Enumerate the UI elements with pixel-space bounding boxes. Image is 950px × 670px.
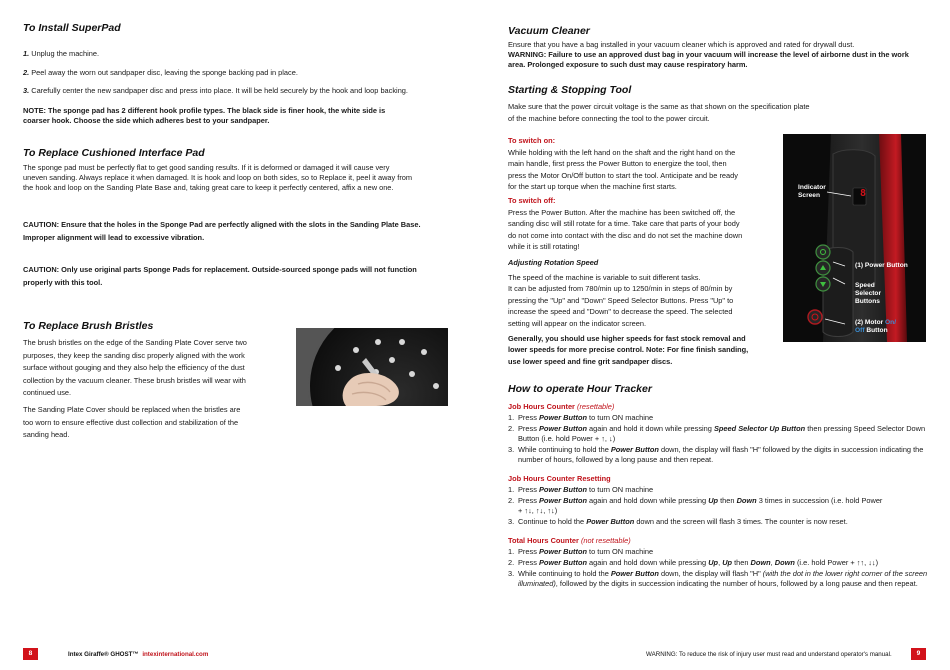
list-text-segment: Continue to hold the: [518, 517, 587, 526]
indicator-display-digit: 8: [860, 188, 867, 199]
brush-paragraph: The brush bristles on the edge of the Sanding Plate Cover serve two purposes, they keep the sanding disc properly aligned with the work surface without gouging and they also help the efficiency of the dust collection by the vacuum cleaner. These brush bristles will wear with continued use.: [23, 338, 247, 398]
control-panel-photo: [783, 134, 926, 342]
cushion-paragraph: The sponge pad must be perfectly flat to get good sanding results. If it is deformed or damaged it will cause very uneven sanding. Always replace it when damaged. It is hook and loop on both sides, so to Replace it, peel it away from the hook and loop on the Sanding Plate Base and, taking great care to keep it perfectly centered, affix a new one.: [23, 163, 413, 193]
list-text-segment: , followed by the digits in succession indicating the number of hours, followed by a long pause and then repeat.: [555, 579, 918, 588]
list-text-segment: Press: [518, 485, 539, 494]
emphasis-text: Power Button: [610, 569, 659, 578]
list-text-segment: again and hold it down while pressing: [587, 424, 714, 433]
list-text-segment: ,: [770, 558, 775, 567]
list-number: 3.: [508, 569, 515, 578]
emphasis-text: Power Button: [538, 547, 587, 556]
emphasis-text: Power Button: [538, 558, 587, 567]
list-item: [508, 424, 930, 444]
list-text-segment: While continuing to hold the: [518, 569, 611, 578]
footer-url[interactable]: intexinternational.com: [142, 651, 209, 658]
list-text-segment: While continuing to hold the: [518, 445, 611, 454]
vacuum-paragraph: Ensure that you have a bag installed in your vacuum cleaner which is approved and rated for drywall dust. WARNING: Failure to use an approved dust bag in your vacuum will increase the level of airborne dust in the work area. Prolonged exposure to such dust may cause respiratory harm.: [508, 40, 909, 70]
sanding-plate-photo: [296, 328, 448, 406]
install-title: To Install SuperPad: [23, 22, 121, 34]
list-number: 3.: [508, 517, 515, 526]
job-reset-steps: [508, 485, 888, 528]
caution-alignment: CAUTION: Ensure that the holes in the Sponge Pad are perfectly aligned with the slots in the Sanding Plate Base. Improper alignment will lead to excessive vibration.: [23, 220, 421, 242]
list-text-segment: down, the display will flash "H": [658, 569, 763, 578]
list-text: [518, 413, 653, 423]
list-number: 1.: [508, 485, 515, 494]
list-text: [518, 569, 930, 589]
hour-tracker-title: How to operate Hour Tracker: [508, 383, 652, 395]
total-hours-steps: [508, 547, 930, 590]
list-text: [518, 558, 878, 568]
list-text-segment: then: [732, 558, 751, 567]
list-text-segment: to turn ON machine: [587, 413, 654, 422]
list-text-segment: Press: [518, 413, 539, 422]
motor-button-label: (2) Motor On/ Off Button: [855, 319, 897, 334]
footer-brand: Intex Giraffe® GHOST™ intexinternational.com: [68, 651, 209, 658]
list-item: 2. Peel away the worn out sandpaper disc, leaving the sponge backing pad in place.: [23, 67, 298, 77]
list-number: 2.: [508, 496, 515, 505]
list-item: 3. Carefully center the new sandpaper disc and press into place. It will be held securely by the hook and loop backing.: [23, 86, 408, 95]
list-item: [508, 547, 930, 557]
list-text: [518, 496, 888, 516]
emphasis-text: Power Button: [538, 496, 587, 505]
list-text-segment: Press: [518, 558, 539, 567]
caution-original-parts: CAUTION: Only use original parts Sponge Pads for replacement. Outside-sourced sponge pads will not function properly with this tool.: [23, 265, 417, 287]
list-text: [518, 445, 930, 465]
list-text: [518, 424, 930, 444]
install-steps: [23, 49, 453, 96]
list-item: [508, 569, 930, 589]
list-text-segment: again and hold down while pressing: [587, 496, 709, 505]
speed-tip: Generally, you should use higher speeds for fast stock removal and lower speeds for more precise control. Note: For fine finish sanding, use lower speed and fine grit sandpaper discs.: [508, 334, 749, 366]
speed-selector-label: Speed Selector Buttons: [855, 282, 882, 305]
indicator-screen-label: Indicator Screen: [798, 184, 826, 199]
install-note: NOTE: The sponge pad has 2 different hook profile types. The black side is finer hook, the white side is coarser hook. Choose the side which adheres best to your sandpaper.: [23, 106, 386, 126]
list-text-segment: (i.e. hold Power + ↑↑, ↓↓): [794, 558, 879, 567]
list-text: [518, 547, 653, 557]
page-number: 9: [911, 648, 926, 660]
emphasis-text: Up: [708, 558, 719, 567]
job-hours-steps: [508, 413, 930, 466]
list-text-segment: Press: [518, 496, 539, 505]
list-text-segment: Press: [518, 547, 539, 556]
list-text-segment: to turn ON machine: [587, 547, 654, 556]
list-text-segment: 3 times in succession (i.e. hold Power + ↑↓, ↑↓, ↑↓): [518, 496, 883, 515]
list-item: [508, 445, 930, 465]
emphasis-text: Up: [722, 558, 733, 567]
emphasis-text: Down: [736, 496, 757, 505]
emphasis-text: Down: [774, 558, 795, 567]
emphasis-text: Power Button: [610, 445, 659, 454]
emphasis-text: Power Button: [538, 413, 587, 422]
list-text: [518, 485, 653, 495]
switch-on-heading: To switch on:: [508, 136, 556, 145]
list-item: [508, 485, 888, 495]
list-number: 2.: [508, 558, 515, 567]
emphasis-text: Power Button: [586, 517, 635, 526]
list-item: [508, 496, 888, 516]
switch-on-paragraph: While holding with the left hand on the shaft and the right hand on the main handle, first press the Power Button to energize the tool, then press the Motor On/Off button to start the tool. Anticipate and be ready for the start up torque when the machine first starts.: [508, 148, 738, 192]
list-number: 1.: [508, 547, 515, 556]
emphasis-text: Power Button: [538, 424, 587, 433]
power-button-label: (1) Power Button: [855, 262, 908, 269]
list-item: [508, 413, 930, 423]
page-number: 8: [23, 648, 38, 660]
starting-paragraph: Make sure that the power circuit voltage is the same as that shown on the specification plate of the machine before connecting the tool to the power circuit.: [508, 102, 810, 123]
speed-heading: Adjusting Rotation Speed: [508, 258, 599, 267]
emphasis-text: Power Button: [538, 485, 587, 494]
brush-paragraph-2: The Sanding Plate Cover should be replaced when the bristles are too worn to ensure effective dust collection and stabilization of the sanding head.: [23, 405, 241, 440]
footer-warning: WARNING: To reduce the risk of injury user must read and understand operator's manual.: [646, 651, 892, 658]
list-number: 2.: [508, 424, 515, 433]
list-text-segment: ,: [718, 558, 723, 567]
total-hours-heading: Total Hours Counter (not resettable): [508, 536, 631, 545]
job-hours-heading: Job Hours Counter (resettable): [508, 402, 615, 411]
list-text-segment: then: [718, 496, 737, 505]
list-text: [518, 517, 848, 527]
starting-stopping-title: Starting & Stopping Tool: [508, 84, 632, 96]
list-text-segment: Press: [518, 424, 539, 433]
list-text-segment: again and hold down while pressing: [587, 558, 709, 567]
job-reset-heading: Job Hours Counter Resetting: [508, 474, 611, 483]
speed-paragraph: The speed of the machine is variable to suit different tasks. It can be adjusted from 780/min up to 1250/min in steps of 80/min by pressing the "Up" and "Down" Speed Selector Buttons. Press "Up" to increase the speed and "Down" to decrease the speed. The selected setting will appear on the indicator screen.: [508, 273, 734, 328]
cushion-title: To Replace Cushioned Interface Pad: [23, 147, 205, 159]
emphasis-text: Down: [750, 558, 771, 567]
list-number: 3.: [508, 445, 515, 454]
list-text-segment: then pressing Speed Selector Down Button (i.e. hold Power + ↑, ↓): [518, 424, 926, 443]
list-item: [508, 558, 930, 568]
emphasis-text: Up: [708, 496, 719, 505]
vacuum-title: Vacuum Cleaner: [508, 25, 590, 37]
list-text-segment: (with the dot in the lower right corner of the screen illuminated): [518, 569, 928, 588]
list-number: 1.: [508, 413, 515, 422]
list-text-segment: down and the screen will flash 3 times. The counter is now reset.: [634, 517, 848, 526]
brush-title: To Replace Brush Bristles: [23, 320, 154, 332]
list-item: 1. Unplug the machine.: [23, 49, 100, 58]
switch-off-paragraph: Press the Power Button. After the machine has been switched off, the sanding disc will still rotate for a time. Take care that parts of your body do not come into contact with the disc and do not set the machine down while it is still rotating!: [508, 208, 743, 252]
switch-off-heading: To switch off:: [508, 196, 556, 205]
sanding-plate-image: [296, 328, 448, 406]
list-text-segment: down, the display will flash "H" followed by the digits in succession indicating the number of hours, followed by a long pause and then repeat.: [518, 445, 924, 464]
control-panel-image: [783, 134, 926, 342]
emphasis-text: Speed Selector Up Button: [713, 424, 806, 433]
list-text-segment: to turn ON machine: [587, 485, 654, 494]
list-item: [508, 517, 888, 527]
